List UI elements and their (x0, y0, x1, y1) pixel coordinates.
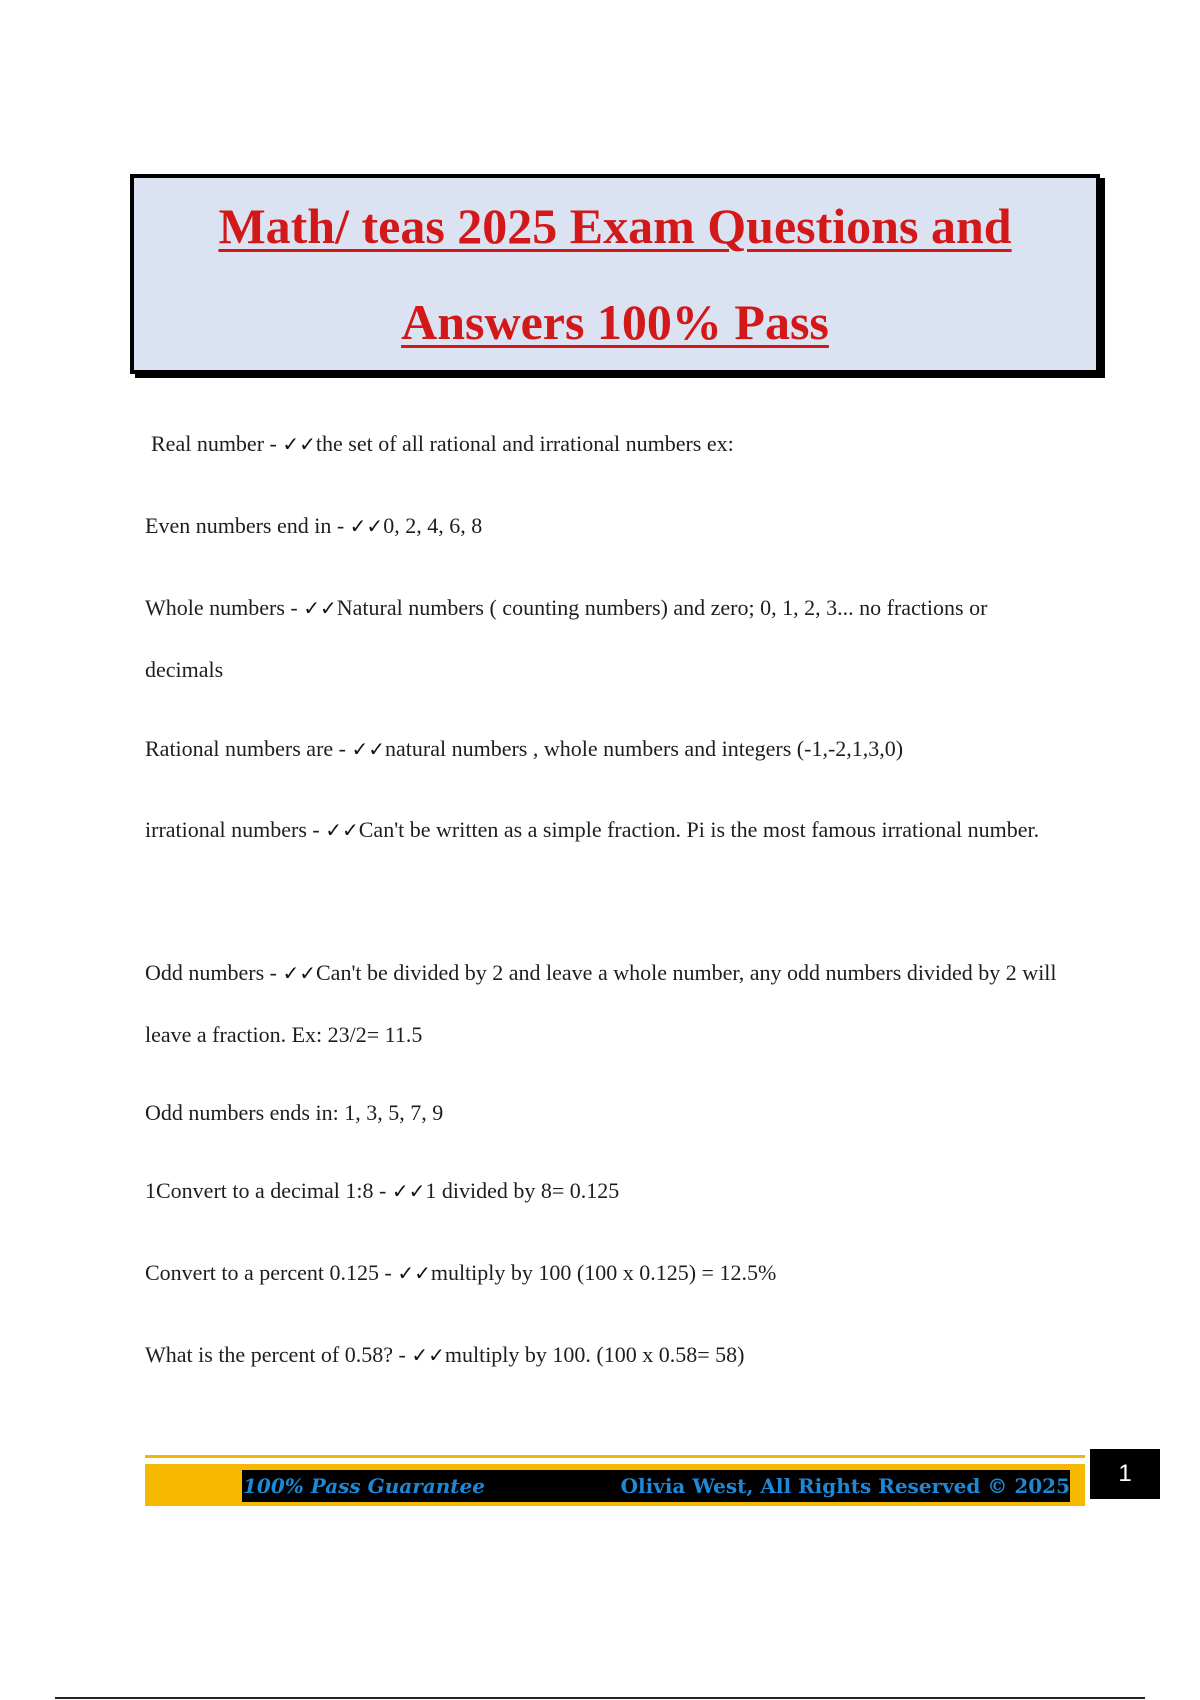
footer-guarantee: 100% Pass Guarantee (243, 1474, 485, 1498)
qa-term: Even numbers end in - (145, 513, 350, 538)
qa-term: Odd numbers ends in: 1, 3, 5, 7, 9 (145, 1100, 444, 1125)
qa-entry (145, 1082, 1105, 1144)
qa-answer: Natural numbers ( counting numbers) and zero; 0, 1, 2, 3... no fractions or decimals (145, 595, 988, 682)
qa-term: Real number - (151, 431, 283, 456)
qa-term: Rational numbers are - (145, 736, 352, 761)
qa-answer: natural numbers , whole numbers and integers (-1,-2,1,3,0) (385, 736, 904, 761)
check-icon: ✓✓ (411, 1343, 445, 1367)
title-line-1: Math/ teas 2025 Exam Questions and (218, 198, 1012, 254)
qa-term: Odd numbers - (145, 960, 283, 985)
title-box (130, 174, 1100, 374)
qa-term: What is the percent of 0.58? - (145, 1342, 412, 1367)
qa-entry (145, 942, 1105, 1066)
check-icon: ✓✓ (282, 432, 316, 456)
qa-entry (145, 577, 1045, 701)
check-icon: ✓✓ (349, 514, 384, 538)
check-icon: ✓✓ (397, 1261, 431, 1285)
qa-entry (145, 1160, 1105, 1222)
qa-entry (145, 1242, 1105, 1304)
qa-entry (145, 718, 1105, 780)
qa-term: Whole numbers - (145, 595, 304, 620)
qa-answer: Can't be written as a simple fraction. Pi is the most famous irrational number. (358, 817, 1040, 842)
check-icon: ✓✓ (351, 737, 386, 761)
footer-copyright: Olivia West, All Rights Reserved © 2025 (620, 1474, 1070, 1498)
footer-rule (145, 1455, 1085, 1458)
qa-entry (145, 495, 1105, 557)
check-icon: ✓✓ (325, 818, 359, 842)
qa-answer: the set of all rational and irrational numbers ex: (315, 431, 734, 456)
qa-entry (145, 799, 1045, 861)
qa-answer: multiply by 100. (100 x 0.58= 58) (444, 1342, 745, 1367)
qa-entry (151, 413, 1111, 475)
page-number: 1 (1090, 1449, 1160, 1499)
qa-term: Convert to a percent 0.125 - (145, 1260, 398, 1285)
qa-answer: multiply by 100 (100 x 0.125) = 12.5% (430, 1260, 777, 1285)
qa-answer: Can't be divided by 2 and leave a whole number, any odd numbers divided by 2 will leave a fraction. Ex: 23/2= 11.5 (145, 960, 1057, 1047)
check-icon: ✓✓ (282, 961, 316, 985)
qa-answer: 1 divided by 8= 0.125 (425, 1178, 620, 1203)
qa-answer: 0, 2, 4, 6, 8 (383, 513, 483, 538)
qa-term: irrational numbers - (145, 817, 326, 842)
bottom-rule (55, 1697, 1145, 1699)
qa-term: 1Convert to a decimal 1:8 - (145, 1178, 392, 1203)
qa-entry (145, 1324, 1105, 1386)
title-line-2: Answers 100% Pass (401, 294, 829, 350)
check-icon: ✓✓ (303, 596, 337, 620)
check-icon: ✓✓ (391, 1179, 426, 1203)
